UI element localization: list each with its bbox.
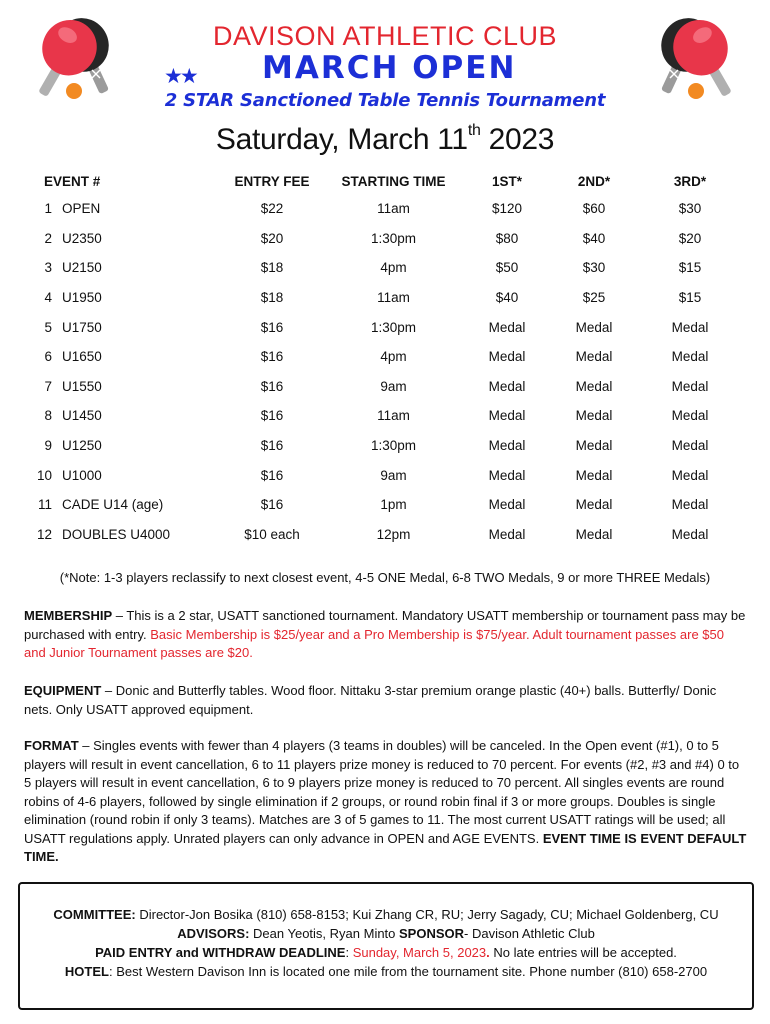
event-number: 1 [44,201,52,217]
committee-line [18,905,754,924]
sanction-subtitle: 2 STAR Sanctioned Table Tennis Tournament [164,90,606,111]
entry-fee: $16 [260,438,284,454]
prize-third: $15 [678,290,702,306]
prize-second: $25 [582,290,606,306]
table-row [30,312,745,342]
start-time: 1pm [380,497,407,513]
prize-second: $30 [582,260,606,276]
event-name: U1950 [62,290,102,306]
table-row [30,372,745,402]
membership-pricing: Basic Membership is $25/year and a Pro Membership is $75/year. Adult tournament passes are $50 and Junior Tournament passes are $20. [24,626,724,660]
start-time: 9am [380,378,407,394]
prize-second: Medal [575,438,613,454]
prize-first: $40 [495,290,519,306]
prize-third: Medal [671,526,709,542]
prize-first: $80 [495,230,519,246]
event-number: 3 [44,260,52,276]
equipment-section [24,682,748,719]
committee-members: Director-Jon Bosika (810) 658-8153; Kui Zhang CR, RU; Jerry Sagady, CU; Michael Goldenberg, CU [135,907,719,922]
event-number: 4 [44,290,52,306]
start-time: 12pm [376,526,411,542]
event-number: 7 [44,378,52,394]
entry-fee: $16 [260,319,284,335]
prize-first: Medal [488,497,526,513]
prize-second: Medal [575,526,613,542]
entry-fee: $10 each [244,526,300,542]
event-number: 6 [44,349,52,365]
event-name: U1250 [62,438,102,454]
table-row [30,431,745,461]
club-name: DAVISON ATHLETIC CLUB [212,21,558,51]
prize-third: Medal [671,349,709,365]
hotel-text: : Best Western Davison Inn is located one mile from the tournament site. Phone number (810) 658-2700 [108,964,708,979]
deadline-dot: . [486,945,490,960]
equipment-text: – Donic and Butterfly tables. Wood floor. Nittaku 3-star premium orange plastic (40+) balls. Butterfly/ Donic nets. Only USATT approved equipment. [24,683,717,717]
event-number: 2 [44,230,52,246]
date-year: 2023 [480,123,555,156]
prize-note: (*Note: 1-3 players reclassify to next closest event, 4-5 ONE Medal, 6-8 TWO Medals, 9 or more THREE Medals) [59,570,711,585]
prize-third: $30 [678,201,702,217]
header-event: EVENT # [44,173,101,189]
start-time: 4pm [380,349,407,365]
prize-first: Medal [488,526,526,542]
event-number: 8 [44,408,52,424]
committee-label: COMMITTEE: [53,907,136,922]
hotel-line [18,962,754,981]
table-row [30,342,745,372]
format-label: FORMAT [24,738,79,753]
advisors-label: ADVISORS: [177,926,250,941]
deadline-text: No late entries will be accepted. [489,945,677,960]
table-row [30,520,745,550]
event-name: U2150 [62,260,102,276]
start-time: 11am [377,201,410,217]
event-name: U1450 [62,408,102,424]
event-number: 11 [37,497,52,513]
prize-second: Medal [575,497,613,513]
prize-second: Medal [575,467,613,483]
membership-section [24,607,748,663]
prize-first: Medal [488,408,526,424]
entry-fee: $18 [260,260,284,276]
event-name: OPEN [62,201,101,217]
prize-third: Medal [671,408,709,424]
entry-fee: $22 [260,201,284,217]
sponsor-name: - Davison Athletic Club [464,926,595,941]
prize-third: Medal [671,438,709,454]
date-text: Saturday, March 11 [215,123,468,156]
prize-first: Medal [488,438,526,454]
event-name: U2350 [62,230,102,246]
start-time: 9am [380,467,407,483]
start-time: 11am [377,408,410,424]
header-entry-fee: ENTRY FEE [234,173,310,189]
event-name: U1000 [62,467,102,483]
entry-fee: $18 [260,290,284,306]
prize-third: $20 [678,230,702,246]
prize-third: Medal [671,378,709,394]
prize-first: $120 [491,201,523,217]
event-number: 9 [44,438,52,454]
prize-second: Medal [575,319,613,335]
event-name: DOUBLES U4000 [62,526,171,542]
prize-third: Medal [671,467,709,483]
entry-fee: $16 [260,497,284,513]
prize-third: Medal [671,497,709,513]
date-ordinal: th [467,122,481,139]
entry-fee: $16 [260,408,284,424]
header-second: 2ND* [577,173,611,189]
deadline-line [18,943,754,962]
event-name: U1750 [62,319,102,335]
prize-third: Medal [671,319,709,335]
format-section [24,737,748,867]
prize-first: Medal [488,349,526,365]
deadline-label: PAID ENTRY and WITHDRAW DEADLINE [95,945,346,960]
membership-text: – This is a 2 star, USATT sanctioned tournament. Mandatory USATT membership or tournament pass may be purchased with entry. [24,608,746,642]
start-time: 11am [377,290,410,306]
committee-section [18,905,754,981]
table-row [30,283,745,313]
equipment-label: EQUIPMENT [24,683,102,698]
membership-label: MEMBERSHIP [24,608,113,623]
table-row [30,401,745,431]
event-name: U1650 [62,349,102,365]
header-starting-time: STARTING TIME [341,173,446,189]
prize-second: $40 [582,230,606,246]
star-rating-icon: ★★ [164,65,196,88]
event-title: MARCH OPEN [262,50,517,86]
start-time: 1:30pm [370,230,417,246]
prize-second: Medal [575,378,613,394]
event-number: 10 [36,467,52,483]
table-row [30,460,745,490]
start-time: 1:30pm [370,319,417,335]
start-time: 4pm [380,260,407,276]
prize-first: Medal [488,467,526,483]
events-table [30,168,745,549]
advisors-names: Dean Yeotis, Ryan Minto [249,926,400,941]
advisors-line [18,924,754,943]
event-number: 12 [36,526,52,542]
table-row [30,490,745,520]
table-row [30,194,745,224]
start-time: 1:30pm [370,438,417,454]
table-header-row [30,168,745,194]
format-text: – Singles events with fewer than 4 players (3 teams in doubles) will be canceled. In the Open event (#1), 0 to 5 players will result in event cancellation, 6 to 11 players prize money is reduced to 70 percent. For events (#2, #3 and #4) 0 to 5 players will result in event cancellation, 6 to 9 players prize money is reduced to 70 percent. All singles events are round robins of 4-6 players, followed by single elimination if 2 groups, or round robin final if 3 or more groups. Doubles is single elimination (round robin if only 3 teams). Matches are 3 of 5 games to 11. The most current USATT ratings will be used; all USATT regulations apply. Unrated players can only advance in OPEN and AGE EVENTS. [24,738,740,846]
prize-first: $50 [495,260,519,276]
format-default-time: EVENT TIME IS EVENT DEFAULT TIME. [24,830,747,864]
hotel-label: HOTEL [64,964,109,979]
entry-fee: $16 [260,467,284,483]
prize-second: Medal [575,349,613,365]
entry-fee: $16 [260,378,284,394]
header-third: 3RD* [673,173,707,189]
entry-fee: $16 [260,349,284,365]
deadline-date: Sunday, March 5, 2023 [352,945,487,960]
entry-fee: $20 [260,230,284,246]
deadline-colon: : [345,945,353,960]
prize-second: $60 [582,201,606,217]
prize-third: $15 [678,260,702,276]
prize-first: Medal [488,319,526,335]
header-first: 1ST* [491,173,522,189]
table-row [30,253,745,283]
event-date [0,122,770,158]
event-number: 5 [44,319,52,335]
event-name: CADE U14 (age) [62,497,164,513]
table-row [30,224,745,254]
event-name: U1550 [62,378,102,394]
sponsor-label: SPONSOR [399,926,465,941]
prize-second: Medal [575,408,613,424]
prize-first: Medal [488,378,526,394]
